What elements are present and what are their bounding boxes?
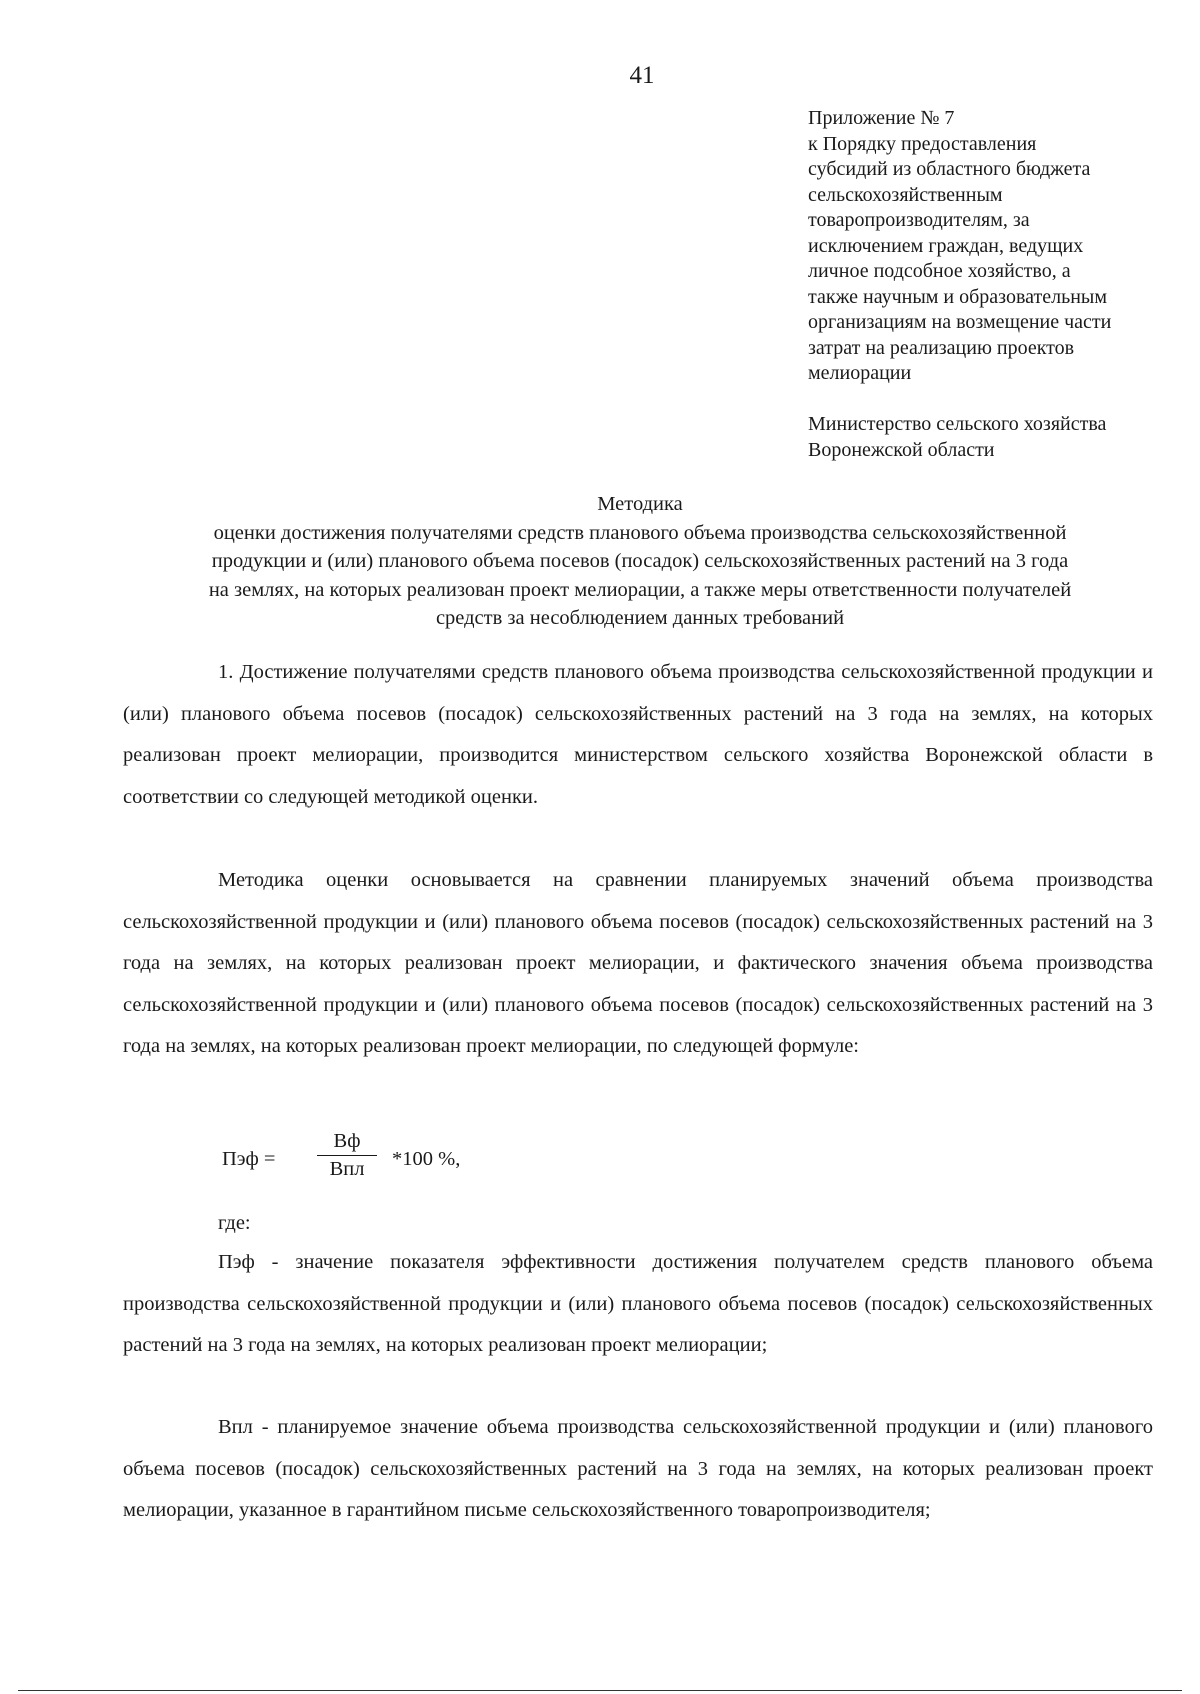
formula-fraction <box>317 1130 377 1181</box>
appendix-line: мелиорации <box>808 362 912 384</box>
definition-v-block <box>123 1407 1153 1532</box>
appendix-line: также научным и образовательным <box>808 285 1108 308</box>
appendix-line: исключением граждан, ведущих <box>808 234 1084 257</box>
ministry-block <box>808 412 1168 463</box>
formula-lhs: Пэф = <box>222 1148 276 1170</box>
appendix-line: личное подсобное хозяйство, а <box>808 260 1071 282</box>
title-line: продукции и (или) планового объема посевов (посадок) сельскохозяйственных растений на 3 года <box>211 550 1069 572</box>
paragraph-2-block <box>123 860 1153 1068</box>
appendix-line: затрат на реализацию проектов <box>808 336 1075 359</box>
formula-numerator: Вф <box>317 1130 377 1156</box>
ministry-line: Воронежской области <box>808 438 995 461</box>
ministry-line: Министерство сельского хозяйства <box>808 413 1107 435</box>
paragraph-1-block <box>123 652 1153 818</box>
title-line: на землях, на которых реализован проект мелиорации, а также меры ответственности получателей <box>208 578 1072 601</box>
title-heading: Методика <box>597 493 683 515</box>
paragraph-1: 1. Достижение получателями средств планового объема производства сельскохозяйственной продукции и (или) планового объема посевов (посадок) сельскохозяйственных растений на 3 года на землях, на которых реализован проект мелиорации, производится министерством сельского хозяйства Воронежской области в соответствии со следующей методикой оценки. <box>123 661 1153 808</box>
paragraph-2: Методика оценки основывается на сравнении планируемых значений объема производства сельскохозяйственной продукции и (или) планового объема посевов (посадок) сельскохозяйственных растений на 3 года на землях, на которых реализован проект мелиорации, и фактического значения объема производства сельскохозяйственной продукции и (или) планового объема посевов (посадок) сельскохозяйственных растений на 3 года на землях, на которых реализован проект мелиорации, по следующей формуле: <box>123 869 1153 1057</box>
appendix-line: организациям на возмещение части <box>808 311 1112 333</box>
appendix-line: субсидий из областного бюджета <box>808 158 1091 180</box>
bottom-rule <box>18 1690 1182 1691</box>
formula-denominator: Впл <box>329 1158 365 1180</box>
title-line: средств за несоблюдением данных требований <box>435 607 845 629</box>
definition-p: Пэф - значение показателя эффективности достижения получателем средств планового объема производства сельскохозяйственной продукции и (или) планового объема посевов (посадок) сельскохозяйственных растений на 3 года на землях, на которых реализован проект мелиорации; <box>123 1251 1153 1356</box>
appendix-header <box>808 106 1168 387</box>
appendix-line: товаропроизводителям, за <box>808 209 1030 231</box>
title-line: оценки достижения получателями средств планового объема производства сельскохозяйственной <box>213 521 1067 544</box>
appendix-line: Приложение № 7 <box>808 107 955 129</box>
definition-p-block <box>123 1242 1153 1367</box>
definition-v: Впл - планируемое значение объема производства сельскохозяйственной продукции и (или) планового объема посевов (посадок) сельскохозяйственных растений на 3 года на землях, на которых реализован проект мелиорации, указанное в гарантийном письме сельскохозяйственного товаропроизводителя; <box>123 1416 1153 1521</box>
appendix-line: к Порядку предоставления <box>808 132 1037 155</box>
formula-rhs: *100 %, <box>392 1148 461 1170</box>
where-label: где: <box>218 1212 251 1234</box>
page-number: 41 <box>629 62 655 89</box>
appendix-line: сельскохозяйственным <box>808 183 1003 206</box>
document-title <box>120 490 1160 633</box>
